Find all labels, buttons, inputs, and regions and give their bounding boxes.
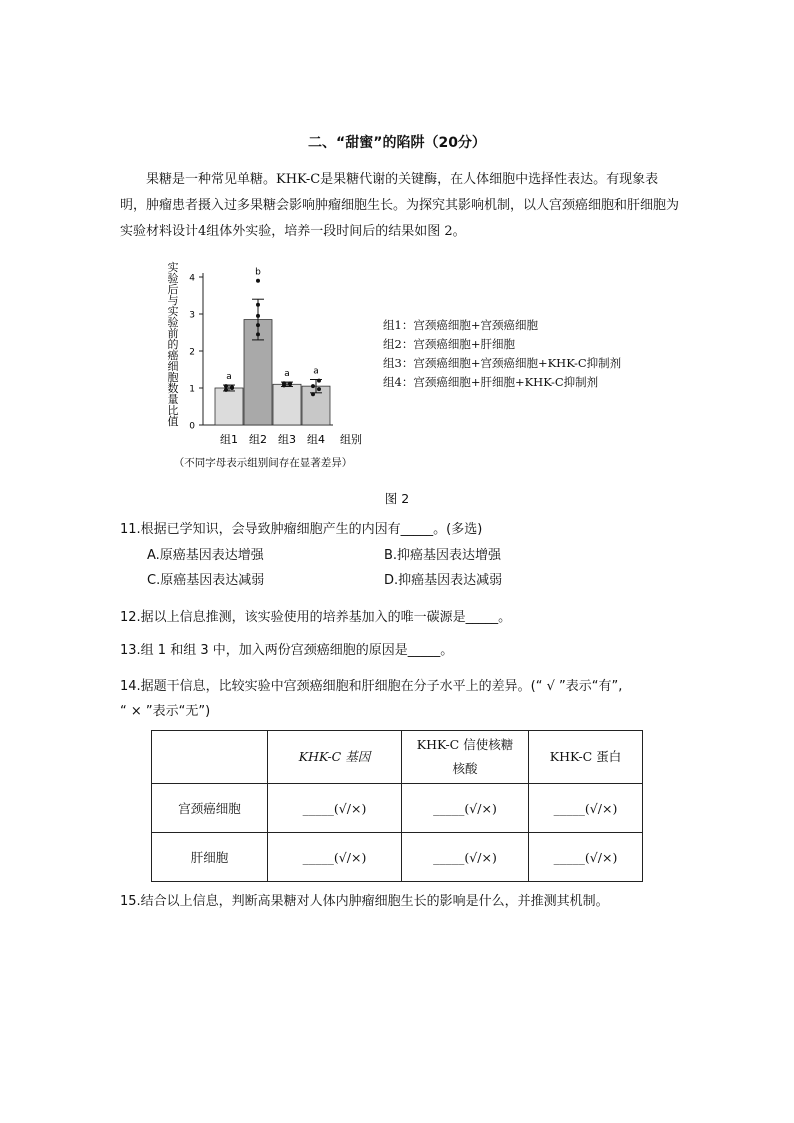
chart-legend: [383, 316, 621, 392]
q11-option-b: B.抑癌基因表达增强: [384, 548, 502, 563]
y-tick-label: 3: [189, 310, 195, 321]
y-axis-label-char: 前: [167, 327, 179, 340]
significance-letter: a: [284, 369, 290, 380]
table-header-mrna: [402, 731, 529, 784]
table-header-mrna-line1: KHK-C 信使核糖: [416, 737, 514, 752]
question-13: 13.组 1 和组 3 中，加入两份宫颈癌细胞的原因是_____。: [120, 643, 454, 658]
answer-blank-cervical-protein[interactable]: _____(√/×): [529, 784, 643, 833]
data-point: [256, 279, 260, 283]
data-point: [230, 385, 234, 389]
y-axis-label-char: 量: [167, 393, 179, 406]
y-tick-label: 2: [189, 347, 195, 358]
q11-option-d: D.抑癌基因表达减弱: [384, 573, 503, 588]
y-axis-label-char: 验: [167, 316, 179, 329]
data-point: [288, 382, 292, 386]
bar-chart: [155, 255, 385, 470]
row-label-cervical: 宫颈癌细胞: [152, 784, 268, 833]
y-axis-label-char: 的: [167, 338, 179, 351]
significance-letter: a: [226, 372, 232, 383]
data-point: [282, 381, 286, 385]
data-point: [256, 323, 260, 327]
table-header-protein: KHK-C 蛋白: [529, 731, 643, 784]
table-corner-cell: [152, 731, 268, 784]
y-axis-label-char: 数: [167, 382, 179, 395]
y-tick-label: 4: [189, 273, 195, 284]
data-point: [256, 332, 260, 336]
answer-blank-liver-mrna[interactable]: _____(√/×): [402, 833, 529, 882]
answer-blank-liver-protein[interactable]: _____(√/×): [529, 833, 643, 882]
q11-option-c: C.原癌基因表达减弱: [147, 573, 265, 588]
answer-blank-cervical-mrna[interactable]: _____(√/×): [402, 784, 529, 833]
table-row: [152, 833, 643, 882]
x-tick-label: 组4: [307, 433, 325, 446]
table-row: [152, 784, 643, 833]
answer-blank-cervical-gene[interactable]: _____(√/×): [268, 784, 402, 833]
question-11: 11.根据已学知识，会导致肿瘤细胞产生的内因有_____。(多选): [120, 522, 483, 537]
y-axis-label-char: 比: [167, 404, 179, 417]
x-tick-label: 组1: [220, 433, 238, 446]
q11-option-a: A.原癌基因表达增强: [147, 548, 264, 563]
data-point: [224, 388, 228, 392]
significance-letter: b: [255, 267, 261, 278]
figure-caption: 图 2: [384, 491, 410, 506]
section-title: 二、“甜蜜”的陷阱（20分）: [308, 135, 486, 151]
data-point: [311, 392, 315, 396]
question-14-line2: “ × ”表示“无”): [120, 704, 211, 719]
y-tick-label: 0: [189, 421, 195, 432]
legend-item-group3: 组3：宫颈癌细胞+宫颈癌细胞+KHK-C抑制剂: [383, 356, 622, 370]
answer-blank-liver-gene[interactable]: _____(√/×): [268, 833, 402, 882]
data-point: [256, 314, 260, 318]
legend-item-group4: 组4：宫颈癌细胞+肝细胞+KHK-C抑制剂: [383, 375, 599, 389]
y-axis-label-char: 实: [167, 261, 179, 274]
x-tick-label: 组3: [278, 433, 296, 446]
y-tick-label: 1: [189, 384, 195, 395]
bar-组3: [273, 384, 301, 425]
data-point: [256, 303, 260, 307]
y-axis-label-char: 癌: [167, 349, 179, 362]
row-label-liver: 肝细胞: [152, 833, 268, 882]
legend-item-group1: 组1：宫颈癌细胞+宫颈癌细胞: [383, 318, 538, 332]
data-point: [317, 387, 321, 391]
comparison-table: [151, 730, 643, 882]
question-15: 15.结合以上信息，判断高果糖对人体内肿瘤细胞生长的影响是什么，并推测其机制。: [120, 894, 609, 909]
y-axis-label-char: 细: [167, 360, 179, 373]
intro-paragraph: 果糖是一种常见单糖。KHK-C是果糖代谢的关键酶，在人体细胞中选择性表达。有现象表明，肿瘤患者摄入过多果糖会影响肿瘤细胞生长。为探究其影响机制，以人宫颈癌细胞和肝细胞为实验材料设计4组体外实验，培养一段时间后的结果如图 2。: [120, 172, 680, 239]
legend-item-group2: 组2：宫颈癌细胞+肝细胞: [383, 337, 515, 351]
y-axis-label-char: 后: [167, 283, 179, 296]
significance-letter: a: [313, 366, 319, 377]
x-axis-title: 组别: [340, 433, 362, 446]
bar-组1: [215, 388, 243, 425]
data-point: [224, 384, 228, 388]
y-axis-label-char: 胞: [167, 371, 179, 384]
y-axis-label-char: 验: [167, 272, 179, 285]
y-axis-label-char: 与: [167, 294, 179, 307]
y-axis-label-char: 实: [167, 305, 179, 318]
y-axis-label-char: 值: [167, 415, 179, 428]
x-tick-label: 组2: [249, 433, 267, 446]
table-header-gene: KHK-C 基因: [268, 731, 402, 784]
data-point: [311, 384, 315, 388]
data-point: [317, 379, 321, 383]
chart-footnote: （不同字母表示组别间存在显著差异）: [173, 457, 353, 469]
question-12: 12.据以上信息推测，该实验使用的培养基加入的唯一碳源是_____。: [120, 610, 512, 625]
table-header-mrna-line2: 核酸: [452, 761, 478, 776]
question-14-line1: 14.据题干信息，比较实验中宫颈癌细胞和肝细胞在分子水平上的差异。(“ √ ”表示“有”,: [120, 679, 623, 694]
